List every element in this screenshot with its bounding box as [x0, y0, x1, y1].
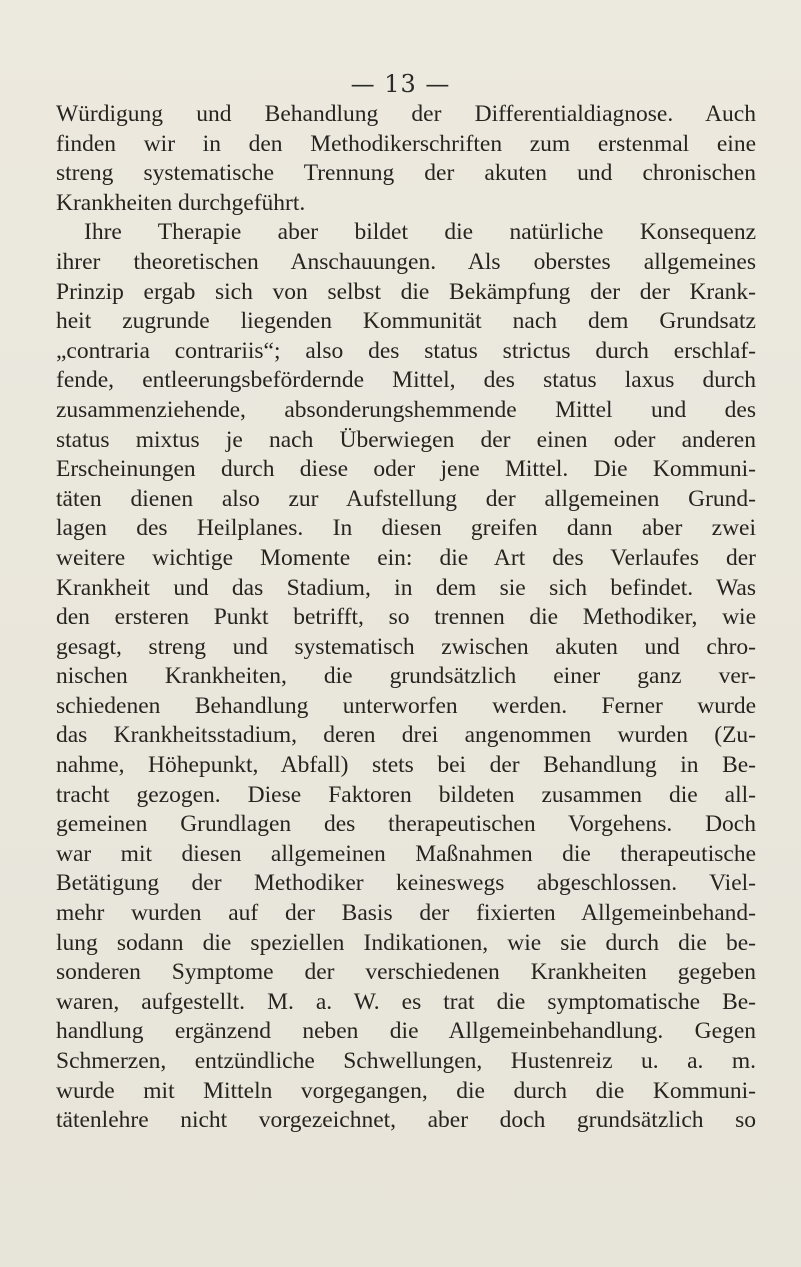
- text-line: lung sodann die speziellen Indikationen, wie sie durch die be-: [56, 929, 756, 956]
- text-line: Betätigung der Methodiker keineswegs abgeschlossen. Viel-: [56, 870, 756, 897]
- text-line: weitere wichtige Momente ein: die Art des Verlaufes der: [56, 544, 756, 571]
- text-line: wurde mit Mitteln vorgegangen, die durch die Kommuni-: [56, 1077, 756, 1104]
- text-line: Krankheiten durchgeführt.: [56, 189, 306, 216]
- text-line: sonderen Symptome der verschiedenen Krankheiten gegeben: [56, 959, 756, 986]
- text-line: heit zugrunde liegenden Kommunität nach dem Grundsatz: [56, 308, 756, 335]
- text-line: fende, entleerungsbefördernde Mittel, des status laxus durch: [56, 367, 756, 394]
- text-line: finden wir in den Methodikerschriften zum erstenmal eine: [56, 130, 756, 157]
- text-line: täten dienen also zur Aufstellung der allgemeinen Grund-: [56, 485, 756, 512]
- text-line: tracht gezogen. Diese Faktoren bildeten zusammen die all-: [56, 781, 756, 808]
- text-line: tätenlehre nicht vorgezeichnet, aber doch grundsätzlich so: [56, 1107, 756, 1134]
- text-line: den ersteren Punkt betrifft, so trennen die Methodiker, wie: [56, 604, 756, 631]
- text-line: Krankheit und das Stadium, in dem sie sich befindet. Was: [56, 574, 756, 601]
- text-line: schiedenen Behandlung unterworfen werden. Ferner wurde: [56, 692, 756, 719]
- text-line: handlung ergänzend neben die Allgemeinbehandlung. Gegen: [56, 1018, 756, 1045]
- text-line: das Krankheitsstadium, deren drei angenommen wurden (Zu-: [56, 722, 756, 749]
- text-line: lagen des Heilplanes. In diesen greifen dann aber zwei: [56, 515, 756, 542]
- text-line: nahme, Höhepunkt, Abfall) stets bei der Behandlung in Be-: [56, 752, 756, 779]
- text-line: status mixtus je nach Überwiegen der einen oder anderen: [56, 426, 756, 453]
- page-number: — 13 —: [350, 70, 451, 98]
- text-line: waren, aufgestellt. M. a. W. es trat die symptomatische Be-: [56, 988, 756, 1015]
- text-line: nischen Krankheiten, die grundsätzlich einer ganz ver-: [56, 663, 756, 690]
- text-line: Erscheinungen durch diese oder jene Mittel. Die Kommuni-: [56, 456, 756, 483]
- text-line: Würdigung und Behandlung der Differentialdiagnose. Auch: [56, 101, 756, 127]
- text-line: ihrer theoretischen Anschauungen. Als oberstes allgemeines: [56, 248, 756, 275]
- text-line: gemeinen Grundlagen des therapeutischen Vorgehens. Doch: [56, 811, 756, 838]
- body-text: [56, 100, 756, 1136]
- text-line: Prinzip ergab sich von selbst die Bekämpfung der der Krank-: [56, 278, 756, 305]
- text-line: streng systematische Trennung der akuten und chronischen: [56, 160, 756, 187]
- text-line: gesagt, streng und systematisch zwischen akuten und chro-: [56, 633, 756, 660]
- text-line: mehr wurden auf der Basis der fixierten Allgemeinbehand-: [56, 900, 756, 927]
- text-line: war mit diesen allgemeinen Maßnahmen die therapeutische: [56, 840, 756, 867]
- text-line: „contraria contrariis“; also des status strictus durch erschlaf-: [56, 337, 756, 364]
- paragraph-start-line: Ihre Therapie aber bildet die natürliche Konsequenz: [84, 219, 756, 246]
- text-line: zusammenziehende, absonderungshemmende Mittel und des: [56, 396, 756, 423]
- text-line: Schmerzen, entzündliche Schwellungen, Hustenreiz u. a. m.: [56, 1048, 756, 1074]
